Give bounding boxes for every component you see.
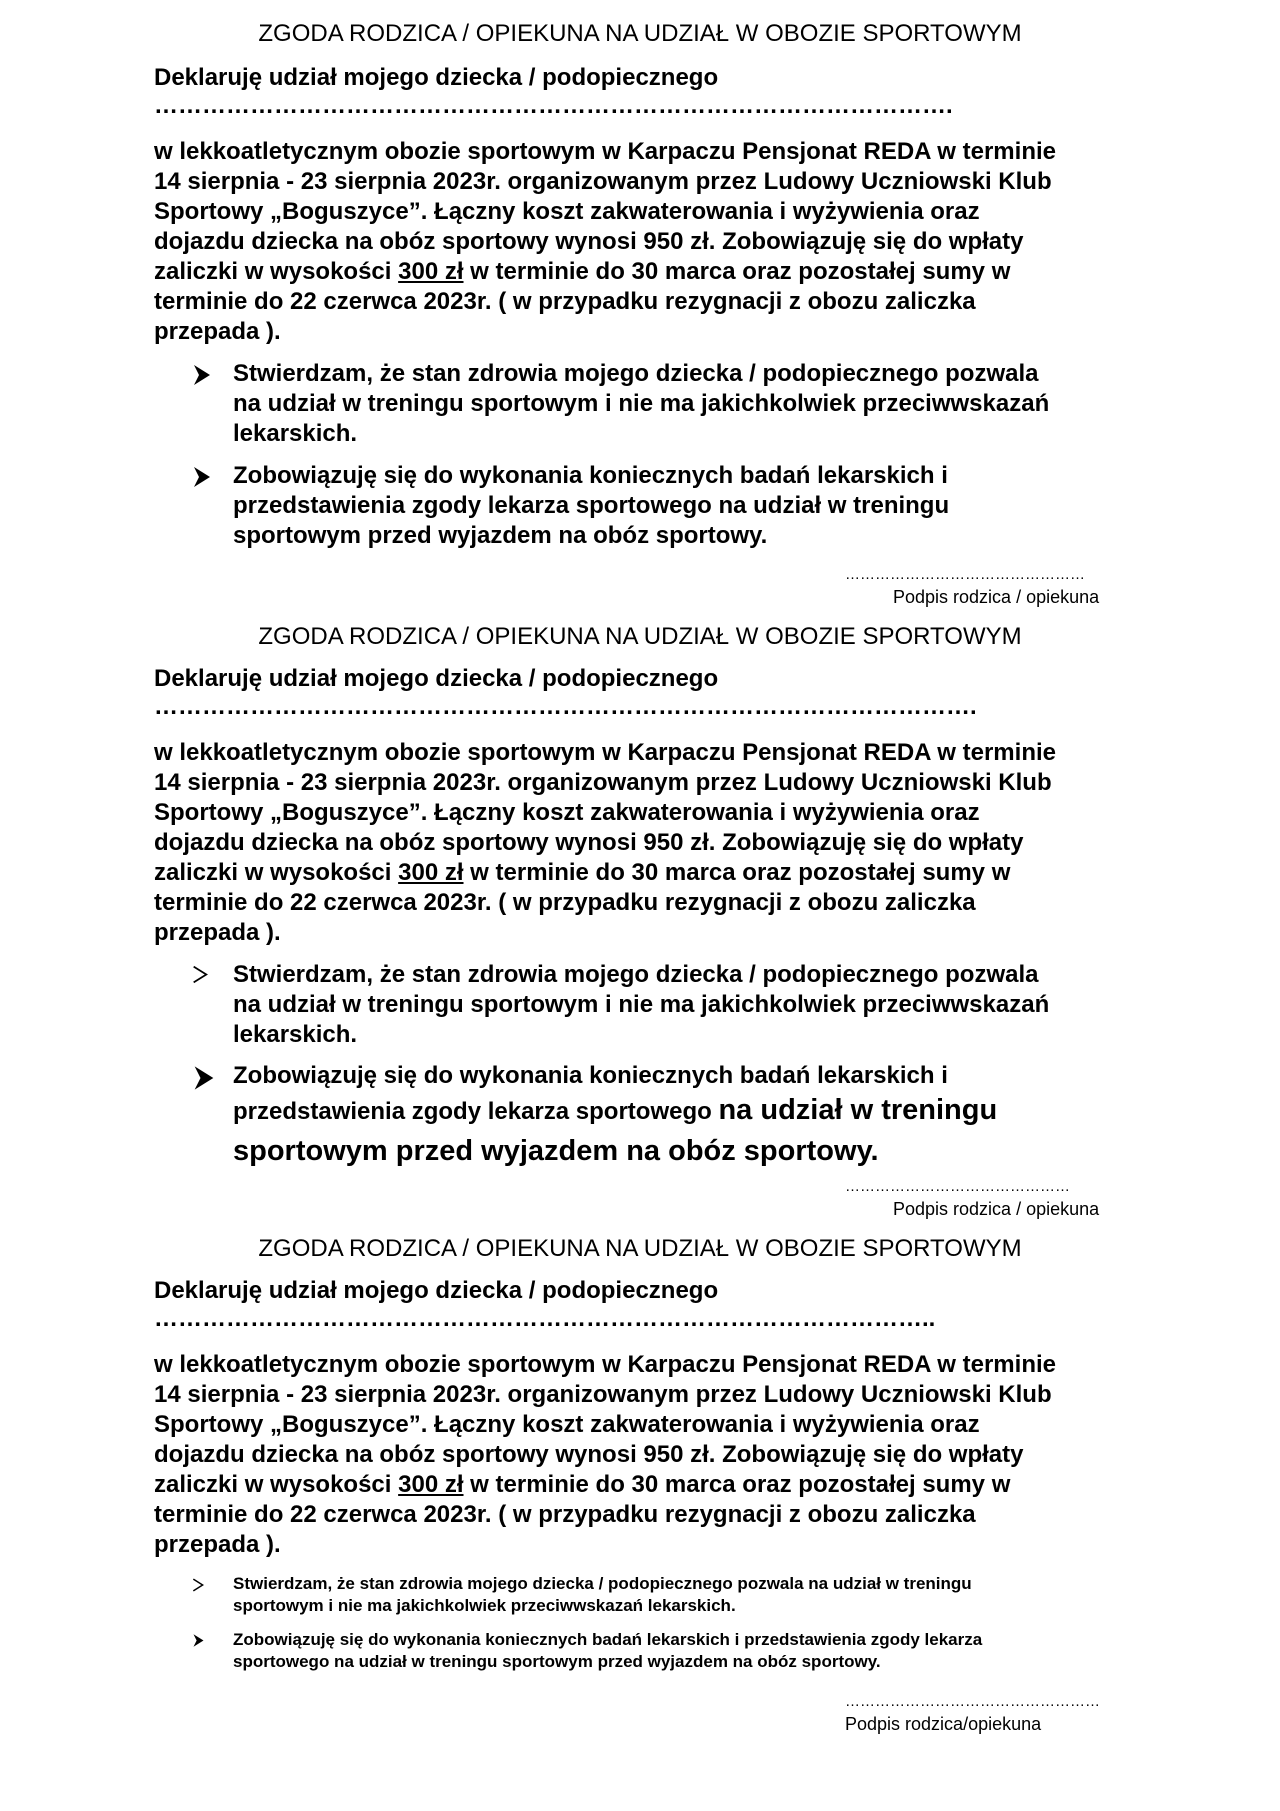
paragraph-text: zaliczki w wysokości <box>154 1471 399 1498</box>
paragraph-line: przepada ). <box>154 919 281 946</box>
paragraph-line: 14 sierpnia - 23 sierpnia 2023r. organizowanym przez Ludowy Uczniowski Klub <box>154 769 1052 796</box>
paragraph-line: Sportowy „Boguszyce”. Łączny koszt zakwaterowania i wyżywienia oraz <box>154 1411 980 1438</box>
signature-label: Podpis rodzica/opiekuna <box>845 1714 1042 1734</box>
terms-paragraph <box>154 137 1144 347</box>
paragraph-text: w terminie do 30 marca oraz pozostałej sumy w <box>463 1471 1011 1498</box>
paragraph-text: zaliczki w wysokości <box>154 258 399 285</box>
bullet-line: sportowym przed wyjazdem na obóz sportowy. <box>233 1135 879 1167</box>
paragraph-line: terminie do 22 czerwca 2023r. ( w przypadku rezygnacji z obozu zaliczka <box>154 288 976 315</box>
bullet-line: Zobowiązuję się do wykonania koniecznych badań lekarskich i <box>233 1062 948 1089</box>
declaration-line: Deklaruję udział mojego dziecka / podopiecznego <box>154 1277 719 1304</box>
child-name-blank: …………………………………………………………………………………….. <box>154 1305 936 1332</box>
terms-paragraph <box>154 1350 1144 1560</box>
bullet-line: sportowego na udział w treningu sportowym przed wyjazdem na obóz sportowy. <box>233 1652 881 1671</box>
bullet-line: na udział w treningu sportowym i nie ma jakichkolwiek przeciwwskazań <box>233 991 1050 1018</box>
paragraph-line: terminie do 22 czerwca 2023r. ( w przypadku rezygnacji z obozu zaliczka <box>154 1501 976 1528</box>
bullet-line: sportowym przed wyjazdem na obóz sportowy. <box>233 522 768 549</box>
bullet-text: przedstawienia zgody lekarza sportowego <box>233 1098 719 1125</box>
deposit-amount: 300 zł <box>398 859 464 886</box>
form-title: ZGODA RODZICA / OPIEKUNA NA UDZIAŁ W OBOZIE SPORTOWYM <box>258 1235 1022 1262</box>
paragraph-line <box>154 858 1144 888</box>
paragraph-line: Sportowy „Boguszyce”. Łączny koszt zakwaterowania i wyżywienia oraz <box>154 799 980 826</box>
arrow-bullet-icon <box>192 1578 204 1592</box>
bullet-line: Zobowiązuję się do wykonania koniecznych badań lekarskich i przedstawienia zgody lekarza <box>233 1630 983 1649</box>
bullet-line: Stwierdzam, że stan zdrowia mojego dziecka / podopiecznego pozwala <box>233 961 1039 988</box>
paragraph-line: 14 sierpnia - 23 sierpnia 2023r. organizowanym przez Ludowy Uczniowski Klub <box>154 1381 1052 1408</box>
paragraph-line: w lekkoatletycznym obozie sportowym w Karpaczu Pensjonat REDA w terminie <box>154 138 1056 165</box>
terms-paragraph <box>154 738 1144 948</box>
bullet-text: na udział w treningu <box>718 1094 998 1126</box>
declaration-line: Deklaruję udział mojego dziecka / podopiecznego <box>154 64 719 91</box>
signature-line: …………………………………………… <box>845 1693 1100 1710</box>
paragraph-line: w lekkoatletycznym obozie sportowym w Karpaczu Pensjonat REDA w terminie <box>154 1351 1056 1378</box>
declaration-line: Deklaruję udział mojego dziecka / podopiecznego <box>154 665 719 692</box>
paragraph-line: dojazdu dziecka na obóz sportowy wynosi 950 zł. Zobowiązuję się do wpłaty <box>154 1441 1024 1468</box>
paragraph-line: 14 sierpnia - 23 sierpnia 2023r. organizowanym przez Ludowy Uczniowski Klub <box>154 168 1052 195</box>
paragraph-line: dojazdu dziecka na obóz sportowy wynosi 950 zł. Zobowiązuję się do wpłaty <box>154 228 1024 255</box>
paragraph-line <box>154 1470 1144 1500</box>
paragraph-line: przepada ). <box>154 1531 281 1558</box>
form-title: ZGODA RODZICA / OPIEKUNA NA UDZIAŁ W OBOZIE SPORTOWYM <box>258 623 1022 650</box>
paragraph-line <box>154 257 1144 287</box>
deposit-amount: 300 zł <box>398 258 464 285</box>
paragraph-line: dojazdu dziecka na obóz sportowy wynosi 950 zł. Zobowiązuję się do wpłaty <box>154 829 1024 856</box>
paragraph-text: w terminie do 30 marca oraz pozostałej sumy w <box>463 859 1011 886</box>
bullet-line: Zobowiązuję się do wykonania koniecznych badań lekarskich i <box>233 462 948 489</box>
deposit-amount: 300 zł <box>398 1471 464 1498</box>
bullet-line: lekarskich. <box>233 1021 358 1048</box>
bullet-line <box>233 1092 1153 1133</box>
bullet-line: sportowym i nie ma jakichkolwiek przeciwwskazań lekarskich. <box>233 1596 736 1615</box>
bullet-line: Stwierdzam, że stan zdrowia mojego dziecka / podopiecznego pozwala na udział w treningu <box>233 1574 972 1593</box>
bullet-line: przedstawienia zgody lekarza sportowego na udział w treningu <box>233 492 950 519</box>
paragraph-line: przepada ). <box>154 318 281 345</box>
arrow-bullet-icon <box>192 965 208 984</box>
form-title: ZGODA RODZICA / OPIEKUNA NA UDZIAŁ W OBOZIE SPORTOWYM <box>258 20 1022 47</box>
signature-line: ………………………………………… <box>845 566 1085 583</box>
arrow-bullet-icon <box>192 363 212 387</box>
signature-line: ……………………………………… <box>845 1178 1070 1195</box>
bullet-line: lekarskich. <box>233 420 358 447</box>
paragraph-line: w lekkoatletycznym obozie sportowym w Karpaczu Pensjonat REDA w terminie <box>154 739 1056 766</box>
paragraph-text: zaliczki w wysokości <box>154 859 399 886</box>
arrow-bullet-icon <box>192 1633 205 1648</box>
paragraph-line: terminie do 22 czerwca 2023r. ( w przypadku rezygnacji z obozu zaliczka <box>154 889 976 916</box>
child-name-blank: ………………………………………………………………………………………. <box>154 92 953 119</box>
arrow-bullet-icon <box>192 1064 216 1092</box>
paragraph-text: w terminie do 30 marca oraz pozostałej sumy w <box>463 258 1011 285</box>
bullet-line: na udział w treningu sportowym i nie ma jakichkolwiek przeciwwskazań <box>233 390 1050 417</box>
arrow-bullet-icon <box>192 465 212 489</box>
bullet-line: Stwierdzam, że stan zdrowia mojego dziecka / podopiecznego pozwala <box>233 360 1039 387</box>
child-name-blank: …………………………………………………………………………………………. <box>154 693 977 720</box>
paragraph-line: Sportowy „Boguszyce”. Łączny koszt zakwaterowania i wyżywienia oraz <box>154 198 980 225</box>
signature-label: Podpis rodzica / opiekuna <box>893 587 1100 607</box>
signature-label: Podpis rodzica / opiekuna <box>893 1199 1100 1219</box>
